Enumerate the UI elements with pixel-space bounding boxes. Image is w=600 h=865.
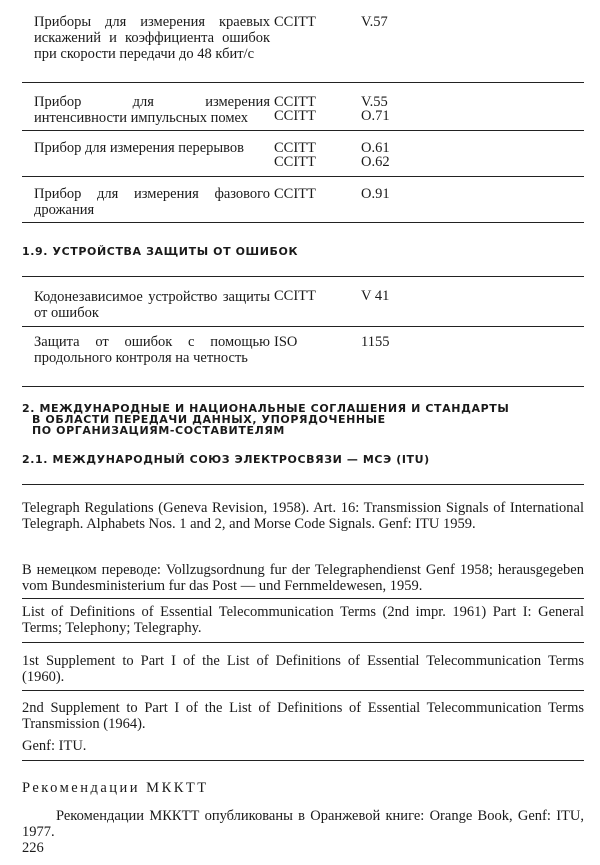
reference-entry: List of Definitions of Essential Telecommunication Terms (2nd impr. 1961) Part I: General Terms; Telephony; Telegraphy. — [22, 604, 584, 636]
table-rule — [22, 176, 584, 177]
table-rule — [22, 276, 584, 277]
table-row-name: Кодонезависимое устройство защиты от ошибок — [34, 289, 270, 321]
table-row-recommendation: O.71 — [361, 108, 390, 124]
table-rule — [22, 130, 584, 131]
section-rule — [22, 760, 584, 761]
table-row-standard: CCITT — [274, 186, 316, 202]
table-row-name: Прибор для измерения фазового дрожания — [34, 186, 270, 218]
page-number: 226 — [22, 840, 44, 856]
table-row-recommendation: O.62 — [361, 154, 390, 170]
reference-entry: Telegraph Regulations (Geneva Revision, 1958). Art. 16: Transmission Signals of International Telegraph. Alphabets Nos. 1 and 2, and Morse Code Signals. Genf: ITU 1959. — [22, 500, 584, 532]
table-row-standard: CCITT — [274, 14, 316, 30]
table-row-standard: CCITT — [274, 140, 316, 156]
rec-heading: Рекомендации МККТТ — [22, 780, 209, 796]
table-row-name: Прибор для измерения интенсивности импульсных помех — [34, 94, 270, 126]
reference-entry: 2nd Supplement to Part I of the List of Definitions of Essential Telecommunication Terms Transmission (1964). — [22, 700, 584, 732]
table-row-name: Приборы для измерения краевых искажений и коэффициента ошибок при скорости передачи до 48 кбит/с — [34, 14, 270, 62]
section-heading-line: 2. МЕЖДУНАРОДНЫЕ И НАЦИОНАЛЬНЫЕ СОГЛАШЕНИЯ И СТАНДАРТЫ — [22, 402, 510, 415]
section-rule — [22, 598, 584, 599]
table-rule — [22, 326, 584, 327]
section-heading: 1.9. УСТРОЙСТВА ЗАЩИТЫ ОТ ОШИБОК — [22, 245, 299, 258]
reference-entry: В немецком переводе: Vollzugsordnung fur der Telegraphendienst Genf 1958; herausgegeben vom Bundesministerium fur das Post — und Fernmeldewesen, 1959. — [22, 562, 584, 594]
table-row-recommendation: V.57 — [361, 14, 388, 30]
table-row-name: Защита от ошибок с помощью продольного контроля на четность — [34, 334, 270, 366]
table-row-recommendation: O.91 — [361, 186, 390, 202]
table-row-recommendation: V 41 — [361, 288, 390, 304]
table-row-standard: CCITT — [274, 94, 316, 110]
table-row-name: Прибор для измерения перерывов — [34, 140, 245, 156]
table-row-recommendation: 1155 — [361, 334, 390, 350]
section-rule — [22, 484, 584, 485]
table-row-standard: ISO — [274, 334, 298, 350]
section-heading: 2.1. МЕЖДУНАРОДНЫЙ СОЮЗ ЭЛЕКТРОСВЯЗИ — МСЭ (ITU) — [22, 453, 430, 466]
section-heading-line: ПО ОРГАНИЗАЦИЯМ-СОСТАВИТЕЛЯМ — [32, 424, 285, 437]
section-rule — [22, 690, 584, 691]
table-rule — [22, 222, 584, 223]
table-rule — [22, 82, 584, 83]
table-rule — [22, 386, 584, 387]
table-row-recommendation: V.55 — [361, 94, 388, 110]
table-row-standard: CCITT — [274, 108, 316, 124]
rec-paragraph: Рекомендации МККТТ опубликованы в Оранжевой книге: Orange Book, Genf: ITU, 1977. — [22, 808, 584, 840]
section-heading-line: В ОБЛАСТИ ПЕРЕДАЧИ ДАННЫХ, УПОРЯДОЧЕННЫЕ — [32, 413, 386, 426]
table-row-standard: CCITT — [274, 288, 316, 304]
section-rule — [22, 642, 584, 643]
table-row-recommendation: O.61 — [361, 140, 390, 156]
table-row-standard: CCITT — [274, 154, 316, 170]
reference-entry: Genf: ITU. — [22, 738, 87, 754]
reference-entry: 1st Supplement to Part I of the List of Definitions of Essential Telecommunication Terms (1960). — [22, 653, 584, 685]
